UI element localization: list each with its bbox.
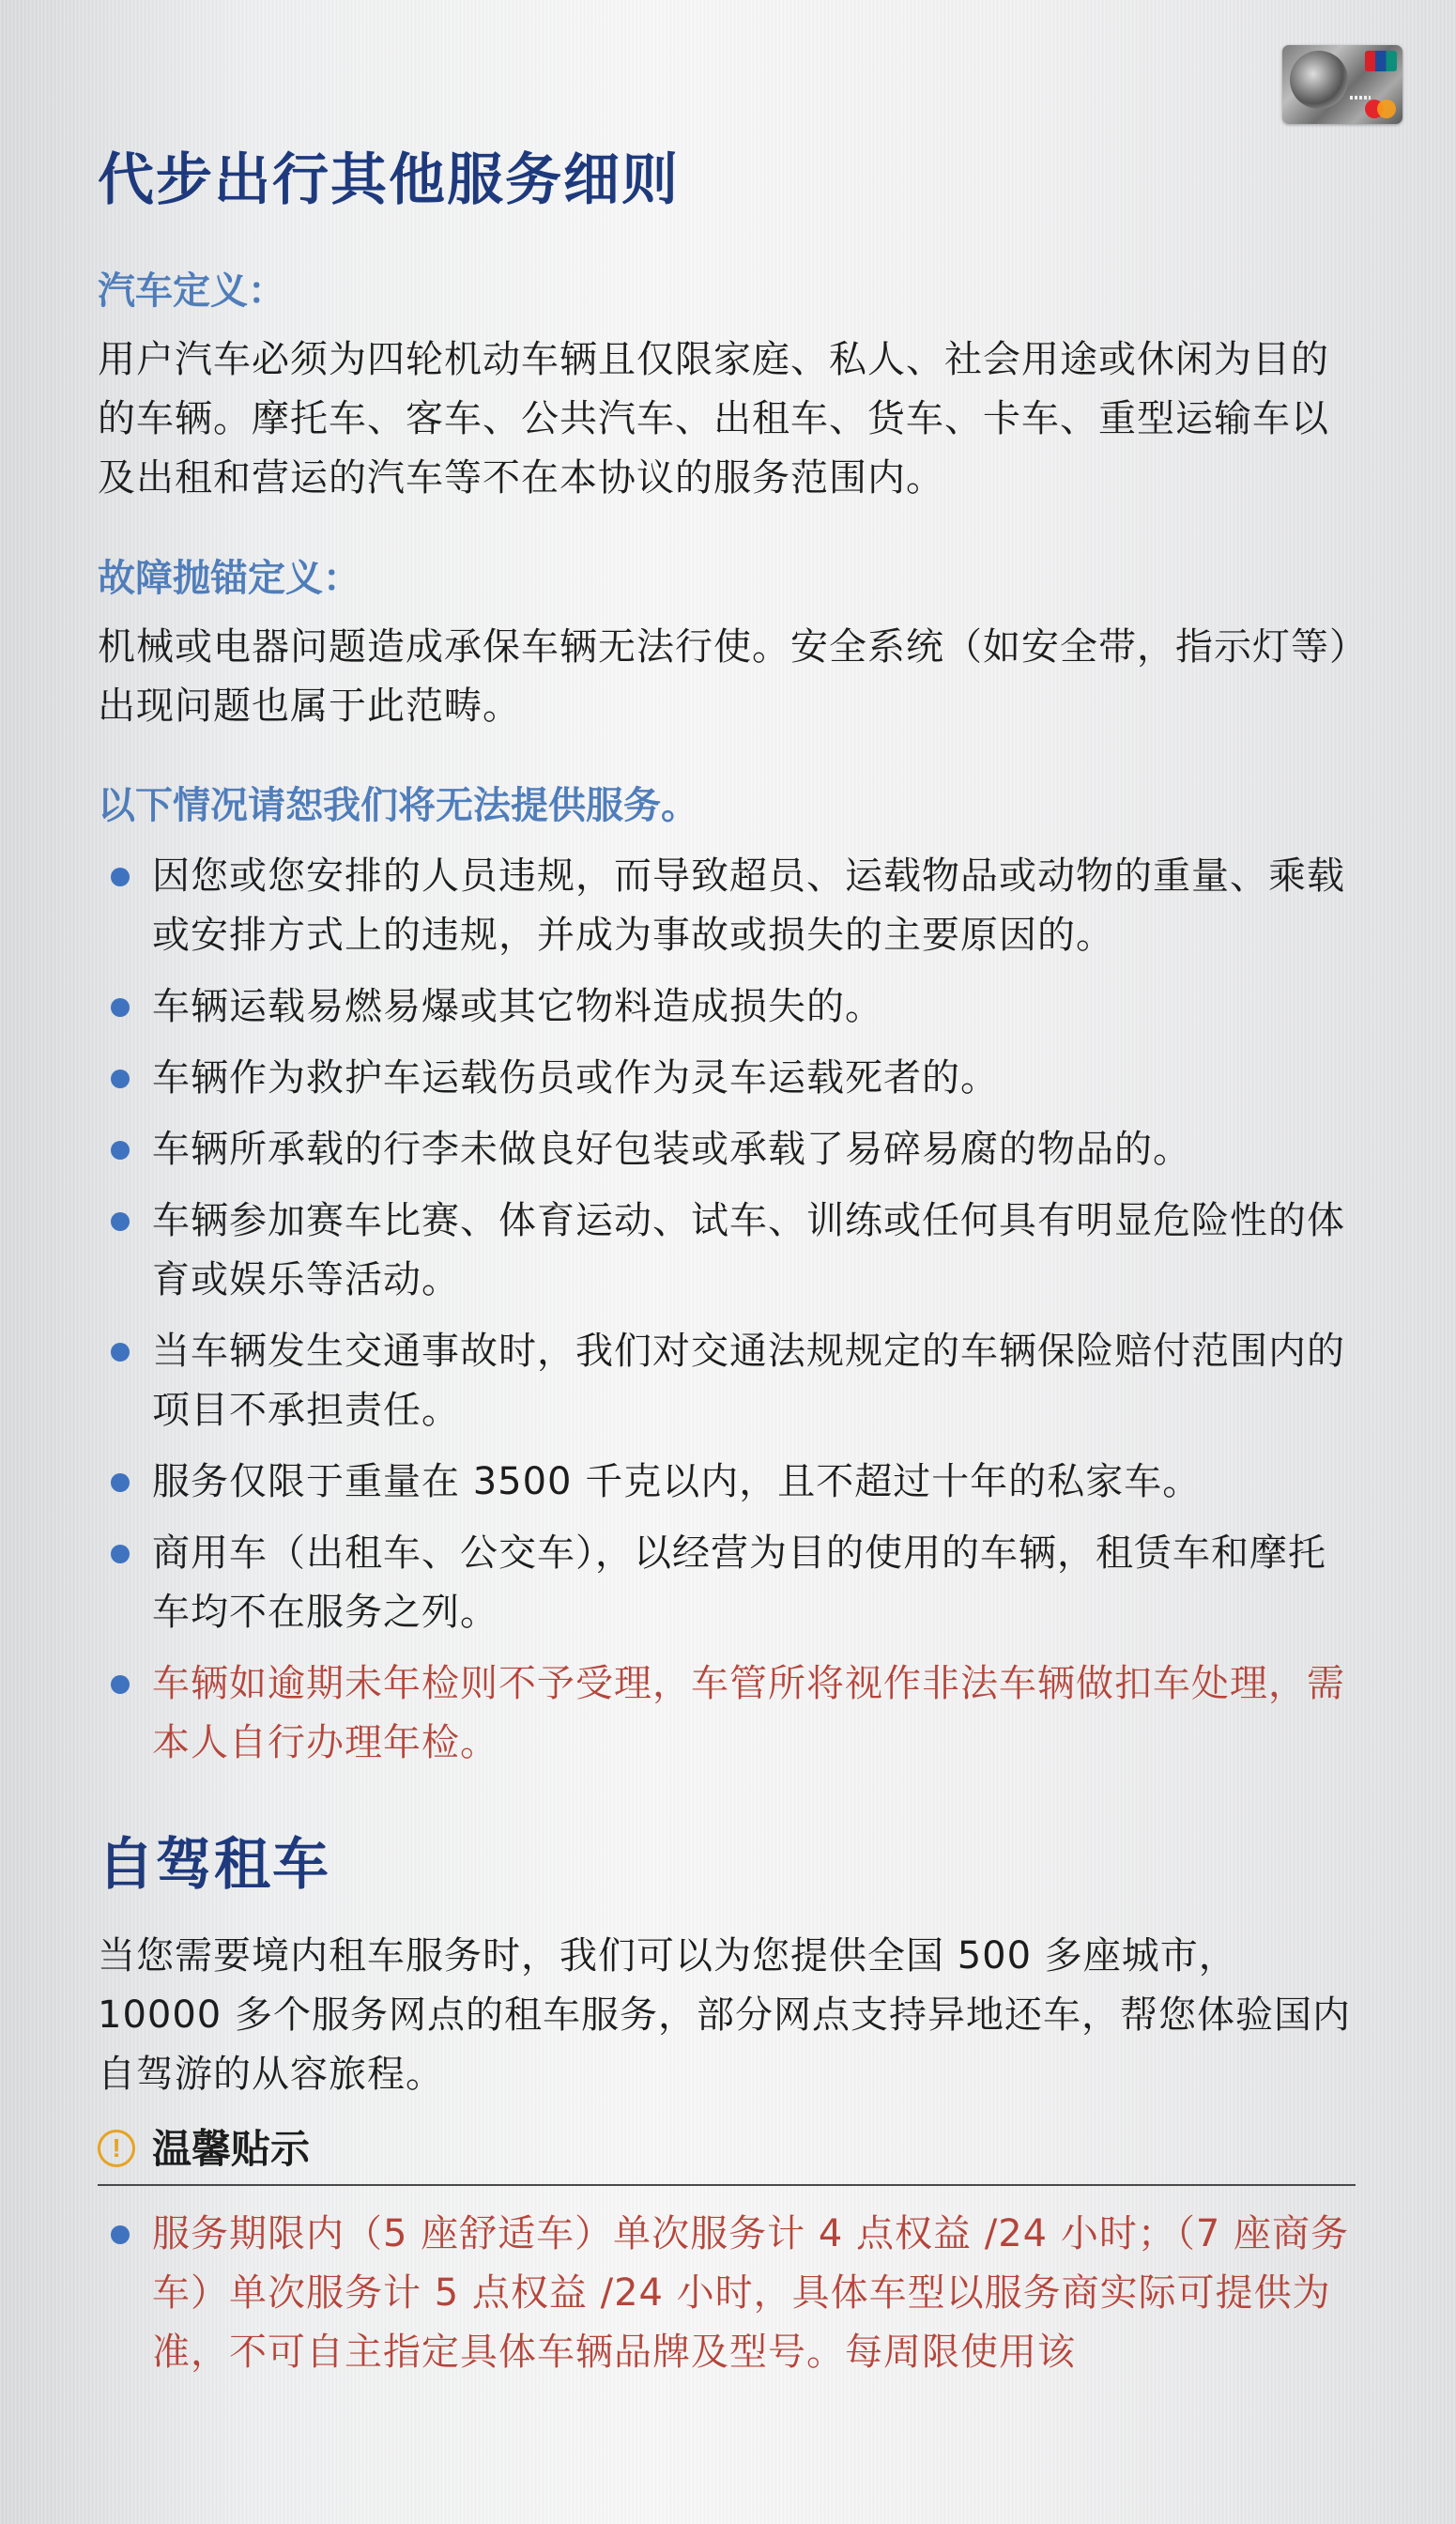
card-art [1290, 51, 1348, 109]
list-item-text: 车辆作为救护车运载伤员或作为灵车运载死者的。 [152, 1056, 999, 1100]
exclusions-heading: 以下情况请恕我们将无法提供服务。 [98, 784, 698, 827]
unionpay-logo-icon [1365, 51, 1397, 71]
list-item [98, 847, 1356, 965]
bullet-dot [111, 998, 130, 1017]
list-item-text: 因您或您安排的人员违规，而导致超员、运载物品或动物的重量、乘载或安排方式上的违规，并成为事故或损失的主要原因的。 [152, 854, 1345, 957]
tip-title: 温馨贴示 [152, 2126, 311, 2172]
bullet-dot [111, 2225, 130, 2244]
list-item [98, 1322, 1356, 1440]
list-item-text: 商用车（出租车、公交车），以经营为目的使用的车辆，租赁车和摩托车均不在服务之列。 [152, 1531, 1326, 1634]
bullet-dot [111, 1343, 130, 1362]
list-item [98, 1120, 1356, 1179]
tip-list [98, 2205, 1356, 2394]
breakdown-definition-text: 机械或电器问题造成承保车辆无法行使。安全系统（如安全带，指示灯等）出现问题也属于此范畴。 [98, 625, 1349, 728]
list-item-text: 服务期限内（5 座舒适车）单次服务计 4 点权益 /24 小时；（7 座商务车）单次服务计 5 点权益 /24 小时，具体车型以服务商实际可提供为准，不可自主指定具体车辆品牌及型号。每周限使用该 [152, 2212, 1350, 2374]
list-item-text: 车辆参加赛车比赛、体育运动、试车、训练或任何具有明显危险性的体育或娱乐等活动。 [152, 1199, 1345, 1301]
bullet-dot [111, 1070, 130, 1088]
list-item [98, 1192, 1356, 1310]
list-item-text: 当车辆发生交通事故时，我们对交通法规规定的车辆保险赔付范围内的项目不承担责任。 [152, 1330, 1345, 1432]
breakdown-definition-heading: 故障抛锚定义： [98, 557, 360, 600]
mastercard-logo-icon [1365, 100, 1397, 118]
bullet-dot [111, 1141, 130, 1160]
bullet-dot [111, 1545, 130, 1563]
car-definition-text: 用户汽车必须为四轮机动车辆且仅限家庭、私人、社会用途或休闲为目的的车辆。摩托车、客车、公共汽车、出租车、货车、卡车、重型运输车以及出租和营运的汽车等不在本协议的服务范围内。 [98, 338, 1329, 500]
list-item-warning [98, 1654, 1356, 1773]
self-drive-title: 自驾租车 [98, 1832, 330, 1898]
list-item [98, 1049, 1356, 1108]
bullet-dot [111, 1212, 130, 1231]
list-item-text: 车辆如逾期未年检则不予受理，车管所将视作非法车辆做扣车处理，需本人自行办理年检。 [152, 1662, 1345, 1764]
page-title: 代步出行其他服务细则 [98, 147, 680, 213]
tip-list-item [98, 2205, 1356, 2382]
self-drive-text: 当您需要境内租车服务时，我们可以为您提供全国 500 多座城市，10000 多个服务网点的租车服务，部分网点支持异地还车，帮您体验国内自驾游的从容旅程。 [98, 1934, 1351, 2096]
list-item [98, 1524, 1356, 1642]
exclusions-list [98, 847, 1356, 1785]
tip-header [98, 2124, 1356, 2186]
car-definition-heading: 汽车定义： [98, 269, 285, 313]
bullet-dot [111, 868, 130, 886]
bullet-dot [111, 1473, 130, 1492]
list-item-text: 车辆运载易燃易爆或其它物料造成损失的。 [152, 985, 883, 1028]
list-item [98, 977, 1356, 1037]
bank-card-thumbnail [1282, 45, 1402, 124]
bullet-dot [111, 1675, 130, 1694]
list-item [98, 1453, 1356, 1512]
list-item-text: 服务仅限于重量在 3500 千克以内，且不超过十年的私家车。 [152, 1460, 1202, 1503]
warning-icon: ! [98, 2130, 135, 2167]
list-item-text: 车辆所承载的行李未做良好包装或承载了易碎易腐的物品的。 [152, 1128, 1191, 1171]
